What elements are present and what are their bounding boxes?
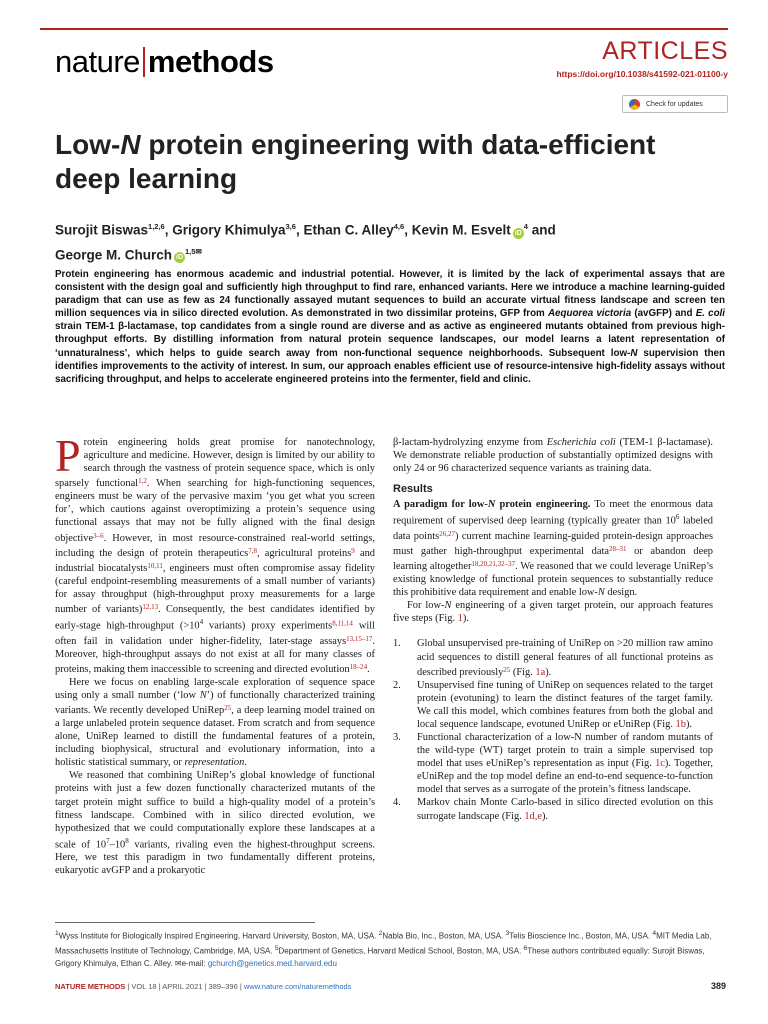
citation-link[interactable]: 1,2 [138,477,147,486]
orcid-icon[interactable]: iD [176,254,184,261]
crossmark-icon [629,99,640,110]
page-number: 389 [710,981,726,991]
list-item: 1. Global unsupervised pre-training of UniRep on >20 million raw amino acid sequences to distill general features of all functional proteins as described previously$^{25}$ (Fig. 1a). [393,638,713,678]
paragraph: β-lactam-hydrolyzing enzyme from Escherichia coli (TEM-1 β-lactamase). We demonstrate reliable production of substantially optimized designs with only 24 or 96 characterized sequence variants as training data. [393,437,713,475]
section-heading-results: Results [393,483,433,496]
affiliations-footnote: $^1$Wyss Institute for Biologically Inspired Engineering, Harvard University, Boston, MA, USA. $^2$Nabla Bio, Inc., Boston, MA, USA. $^3$Telis Bioscience Inc., Boston, MA, USA. $^4$MIT Media Lab, Massachusetts Institute of Technology, Cambridge, MA, USA. $^5$Department of Genetics, Harvard Medical School, Boston, MA, USA. $^6$These authors contributed equally: Surojit Biswas, Grigory Khimulya, Ethan C. Alley. ✉e-mail: gchurch@genetics.med.harvard.edu [55,930,712,968]
citation-link[interactable]: 7,8 [248,546,257,555]
figure-link[interactable]: 1d,e [524,810,542,822]
affiliation-sup: 4,6 [393,222,405,231]
citation-link[interactable]: 3–6 [93,531,104,540]
citation-link[interactable]: 28–31 [608,545,627,554]
paragraph: Here we focus on enabling large-scale exploration of sequence space using only a small number (‘low N’) of functionally characterized training variants. We recently developed UniRep$^{25}$, a deep learning model trained on a large unlabeled protein sequence dataset. From scratch and from sequence alone, UniRep learned to distill the fundamental features of a protein, including biophysical, structural and evolutionary information, into a holistic statistical summary, or representation. [55,676,375,769]
orcid-icon[interactable]: iD [514,229,522,237]
figure-link[interactable]: 1a [535,666,546,678]
affiliation-sup: 1,5 [185,246,196,256]
affiliation-sup: 3,6 [285,222,296,231]
subheading: A paradigm for low-N protein engineering. [393,499,591,511]
logo-divider [143,47,145,77]
journal-footer [55,982,351,991]
footer-journal-name: NATURE METHODS [55,982,126,991]
paragraph: For low-N engineering of a given target protein, our approach features five steps (Fig. 1). [393,600,713,625]
citation-link[interactable]: 9 [351,546,355,555]
check-updates-label: Check for updates [646,100,703,108]
citation-link[interactable]: 25 [503,665,511,674]
list-item: 4. Markov chain Monte Carlo-based in silico directed evolution on this surrogate landscape (Fig. 1d,e). [393,797,713,822]
citation-link[interactable]: 26,27 [439,529,455,538]
paragraph: Protein engineering holds great promise for nanotechnology, agriculture and medicine. However, design is limited by our ability to search through the vastness of protein sequence space, which is only sparsely functional$^{1,2}$. When searching for high-functioning sequences, engineers must be wary of the pervasive maxim ‘you get what you screen for’, which cautions against overoptimizing a protein’s sequence using functional assays that may not be fully aligned with the final design objective$^{3-6}$. However, in most resource-constrained real-world settings, including the design of protein therapeutics$^{7,8}$, agricultural proteins$^9$ and industrial biocatalysts$^{10,11}$, engineers must often compromise assay fidelity (careful endpoint-resembling measurements of a small number of variants) for assay throughput (high-throughput proxy measurements for a large number of variants)$^{12,13}$. Consequently, the best candidates identified by early-stage high-throughput ($>10^4$ variants) proxy experiments$^{8,11,14}$ will often fail in validation under higher-fidelity, later-stage assays$^{13,15-17}$. Moreover, high-throughput assays do not exist at all for many classes of proteins, making them inaccessible to screening and directed evolution$^{18-24}$. [55,430,375,675]
abstract: Protein engineering has enormous academic and industrial potential. However, it is limited by the lack of experimental assays that are consistent with the design goal and sufficiently high throughput to find rare, enhanced variants. Here we introduce a machine learning-guided paradigm that can use as few as 24 functionally assayed mutant sequences to build an accurate virtual fitness landscape and screen ten million sequences via in silico directed evolution. As demonstrated in two dissimilar proteins, GFP from Aequorea victoria (avGFP) and E. coli strain TEM-1 β-lactamase, top candidates from a single round are diverse and as active as engineered mutants obtained from previous high-throughput efforts. By distilling information from natural protein sequence landscapes, our model learns a latent representation of ‘unnaturalness’, which helps to guide search away from non-functional sequence neighborhoods. Subsequent low-N supervision then identifies improvements to the activity of interest. In sum, our approach enables efficient use of resource-intensive high-fidelity assays without sacrificing throughput, and helps to accelerate engineered proteins into the fermenter, field and clinic. [55,269,725,385]
section-label: ARTICLES [602,37,728,65]
author-name[interactable]: George M. Church [55,247,173,262]
figure-link[interactable]: 1b [675,718,686,730]
title-part: protein engineering with data-efficient deep learning [55,129,656,194]
paragraph: We reasoned that combining UniRep’s global knowledge of functional proteins with just a few dozen functionally characterized mutants of the target protein might suffice to build a high-quality model of a protein’s fitness landscape. Combined with in silico directed evolution, we hypothesized that we could computationally explore these landscapes at a scale of $10^7-10^8$ variants, rivaling even the highest-throughput screens. Here, we test this paradigm in two fundamentally different proteins, eukaryotic avGFP and a prokaryotic [55,770,375,877]
author-name[interactable]: Ethan C. Alley [303,222,394,238]
author-name[interactable]: Grigory Khimulya [172,222,286,238]
citation-link[interactable]: 10,11 [147,561,163,570]
step-list [393,637,713,822]
article-title [55,128,725,196]
figure-link[interactable]: 1 [457,613,463,625]
author-list: Surojit Biswas$^{1,2,6}$, Grigory Khimulya$^{3,6}$, Ethan C. Alley$^{4,6}$, Kevin M. Esvelt $iD^4$ and George M. Church $iD^{1,5✉}$ [55,222,556,262]
footnote-rule [55,922,315,923]
footer-info: | VOL 18 | APRIL 2021 | 389–396 | [125,982,244,991]
drop-cap: P [55,430,81,481]
header-rule [40,28,728,30]
email-link[interactable]: gchurch@genetics.med.harvard.edu [207,958,337,968]
logo-part1: nature [55,44,140,79]
footer-site-link[interactable]: www.nature.com/naturemethods [243,982,352,991]
list-item: 2. Unsupervised fine tuning of UniRep on sequences related to the target protein (evotuning) to learn the distinct features of the target family. We call this model, which combines features from both the global and local sequence landscape, evotuned UniRep or eUniRep (Fig. 1b). [393,679,713,730]
figure-link[interactable]: 1c [655,758,665,770]
body-column-left [55,430,375,877]
logo-part2: methods [147,44,274,79]
correspondence-icon[interactable]: ✉ [195,246,202,256]
citation-link[interactable]: 18,20,21,32–37 [471,560,516,569]
doi-link[interactable]: https://doi.org/10.1038/s41592-021-01100-y [556,69,728,79]
title-part: Low- [55,129,121,160]
journal-logo[interactable] [55,44,274,80]
title-n: N [120,129,141,160]
citation-link[interactable]: 8,11,14 [332,619,353,628]
and-text: and [531,222,556,238]
citation-link[interactable]: 18–24 [349,662,368,671]
citation-link[interactable]: 25 [224,703,232,712]
affiliation-sup: 4 [523,222,528,231]
check-updates-button[interactable] [622,95,728,113]
list-item: 3. Functional characterization of a low-N number of random mutants of the wild-type (WT) target protein to train a simple supervised top model that uses eUniRep’s representation as input (Fig. 1c). Together, eUniRep and the top model define an end-to-end sequence-to-function model that serves as a surrogate of the protein’s fitness landscape. [393,732,713,796]
paragraph: A paradigm for low-N protein engineering. To meet the enormous data requirement of supervised deep learning (typically greater than $10^6$ labeled data points$^{26,27}$) current machine learning-guided protein-design approaches must gather high-throughput experimental data$^{28-31}$ or abandon deep learning altogether$^{18,20,21,32-37}$. We reasoned that we could leverage UniRep’s existing knowledge of functional protein sequences to substantially reduce this prohibitive data requirement and enable low-N design. [393,499,714,599]
email-label: ✉e-mail: [174,958,208,968]
citation-link[interactable]: 12,13 [142,602,159,611]
affiliation-sup: 1,2,6 [148,222,165,231]
author-name[interactable]: Surojit Biswas [55,222,149,238]
author-name[interactable]: Kevin M. Esvelt [411,222,511,238]
citation-link[interactable]: 13,15–17 [346,634,373,643]
body-column-right [393,436,713,823]
